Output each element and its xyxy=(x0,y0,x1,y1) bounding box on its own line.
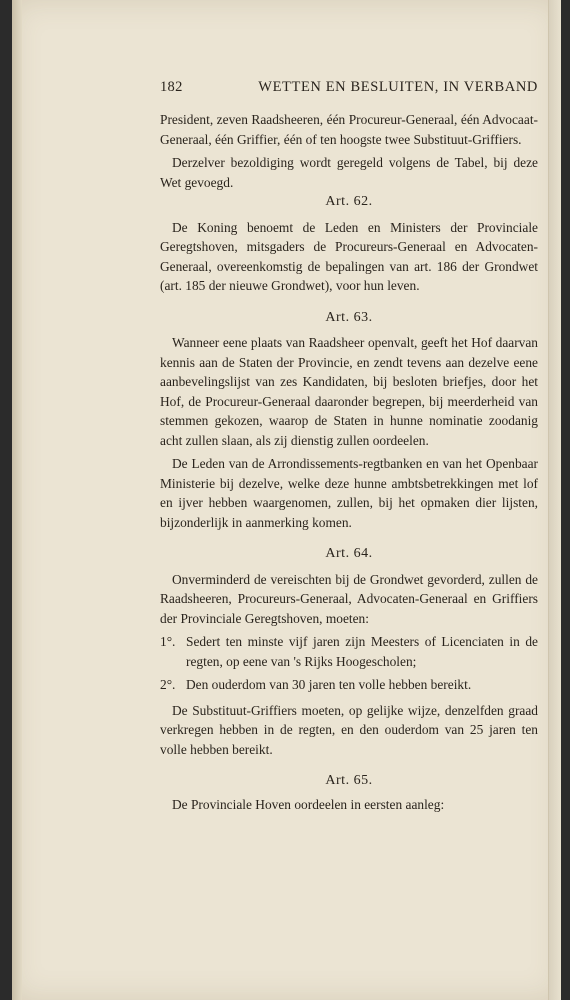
list-text: Den ouderdom van 30 jaren ten volle hebben bereikt. xyxy=(186,677,472,692)
paragraph: Wanneer eene plaats van Raadsheer openvalt, geeft het Hof daarvan kennis aan de Staten der Provincie, en zendt tevens aan dezelve eene aanbevelingslijst van zes Kandidaten, bij besloten briefjes, door het Hof, de Procureur-Generaal daaronder begrepen, bij meerderheid van stemmen gekozen, waarop de Staten in hunne nominatie zoodanig acht zullen slaan, als zij dienstig zullen oordeelen. xyxy=(160,335,538,448)
paragraph: Onverminderd de vereischten bij de Grondwet gevorderd, zullen de Raadsheeren, Procureurs-Generaal, Advocaten-Generaal en Griffiers der Provinciale Geregtshoven, moeten: xyxy=(160,571,538,626)
article-heading: Art. 65. xyxy=(325,773,373,788)
paragraph: De Leden van de Arrondissements-regtbanken en van het Openbaar Ministerie bij dezelve, welke deze hunne ambtsbetrekkingen met lof en ijver hebben waargenomen, zullen, bij het opmaken dier lijsten, bijzonderlijk in aanmerking komen. xyxy=(160,456,538,530)
page-number: 182 xyxy=(160,79,183,95)
page-body xyxy=(160,110,538,814)
page-binding xyxy=(12,0,22,1000)
list-number: 1°. xyxy=(160,634,176,649)
paragraph: Derzelver bezoldiging wordt geregeld volgens de Tabel, bij deze Wet gevoegd. xyxy=(160,155,538,190)
list-text: Sedert ten minste vijf jaren zijn Meesters of Licenciaten in de regten, op eene van 's Rijks Hoogescholen; xyxy=(186,634,538,669)
article-heading: Art. 64. xyxy=(325,546,373,561)
paragraph: De Koning benoemt de Leden en Ministers der Provinciale Geregtshoven, mitsgaders de Procureurs-Generaal en Advocaten-Generaal, overeenkomstig de bepalingen van art. 186 der Grondwet (art. 185 der nieuwe Grondwet), voor hun leven. xyxy=(160,219,538,293)
paragraph: De Provinciale Hoven oordeelen in eersten aanleg: xyxy=(172,796,445,812)
list-item xyxy=(160,675,538,695)
paragraph: De Substituut-Griffiers moeten, op gelijke wijze, denzelfden graad verkregen hebben in de regten, en den ouderdom van 25 jaren ten volle hebben bereikt. xyxy=(160,702,538,757)
paragraph: President, zeven Raadsheeren, één Procureur-Generaal, één Advocaat-Generaal, één Griffier, één of ten hoogste twee Substituut-Griffiers. xyxy=(160,112,538,147)
article-heading: Art. 62. xyxy=(325,194,373,209)
list-item xyxy=(160,632,538,671)
list-number: 2°. xyxy=(160,677,176,692)
article-heading: Art. 63. xyxy=(325,309,373,325)
running-header xyxy=(160,79,538,96)
running-title: WETTEN EN BESLUITEN, IN VERBAND xyxy=(258,79,538,95)
page-edge xyxy=(548,0,561,1000)
